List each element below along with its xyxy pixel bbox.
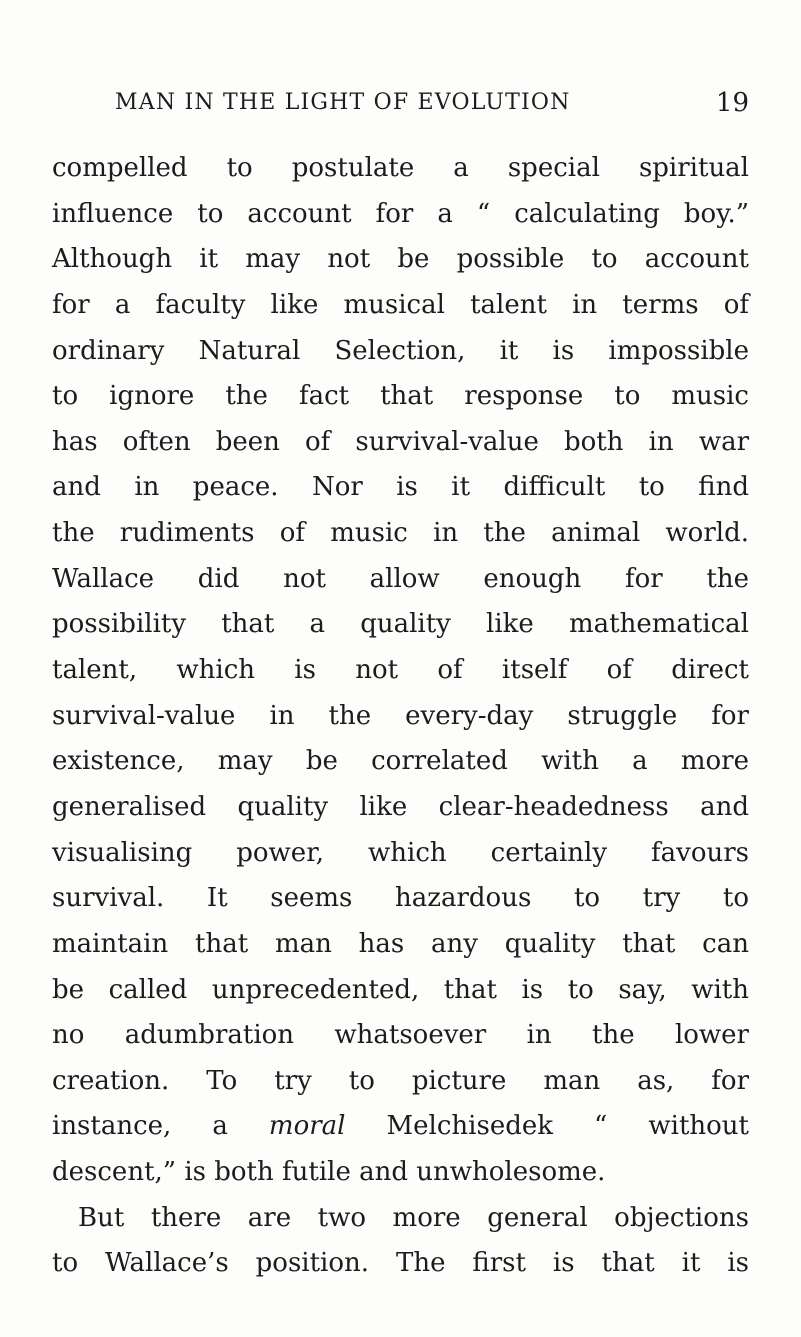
text-line: maintain that man has any quality that can	[52, 928, 749, 959]
text-line: possibility that a quality like mathematical	[52, 609, 749, 640]
paragraph-start-line: But there are two more general objections	[78, 1202, 749, 1233]
body-text	[52, 146, 749, 1287]
text-line: visualising power, which certainly favours	[52, 837, 749, 868]
text-line: Wallace did not allow enough for the	[52, 563, 749, 594]
running-head-title: MAN IN THE LIGHT OF EVOLUTION	[115, 90, 571, 115]
text-line: for a faculty like musical talent in terms of	[52, 289, 749, 320]
text-line	[52, 1104, 749, 1150]
text-line: be called unprecedented, that is to say, with	[52, 974, 749, 1005]
text-line: creation. To try to picture man as, for	[52, 1065, 749, 1096]
text-line: talent, which is not of itself of direct	[52, 655, 749, 686]
text-line: influence to account for a “ calculating boy.”	[52, 198, 749, 229]
text-line: existence, may be correlated with a more	[52, 746, 749, 777]
text-line: to ignore the fact that response to music	[52, 381, 749, 412]
italic-word: moral	[268, 1111, 346, 1142]
text-line: the rudiments of music in the animal world.	[52, 518, 749, 549]
page-number: 19	[715, 88, 749, 118]
paragraph-end-line: descent,” is both futile and unwholesome.	[52, 1157, 606, 1188]
text-run: instance, a	[52, 1111, 269, 1142]
text-line: generalised quality like clear-headedness and	[52, 791, 749, 822]
text-line: survival-value in the every-day struggle for	[52, 700, 749, 731]
text-run: Melchisedek “ without	[345, 1111, 749, 1142]
text-line: survival. It seems hazardous to try to	[52, 883, 749, 914]
text-line: has often been of survival-value both in war	[52, 426, 749, 457]
text-line: to Wallace’s position. The first is that it is	[52, 1248, 749, 1279]
text-line: compelled to postulate a special spiritual	[52, 153, 749, 183]
text-line: Although it may not be possible to account	[52, 244, 749, 275]
text-line: ordinary Natural Selection, it is impossible	[52, 335, 749, 366]
running-head	[115, 86, 749, 120]
text-line: no adumbration whatsoever in the lower	[52, 1020, 749, 1051]
text-line: and in peace. Nor is it difficult to find	[52, 472, 749, 503]
book-page	[52, 0, 749, 1337]
